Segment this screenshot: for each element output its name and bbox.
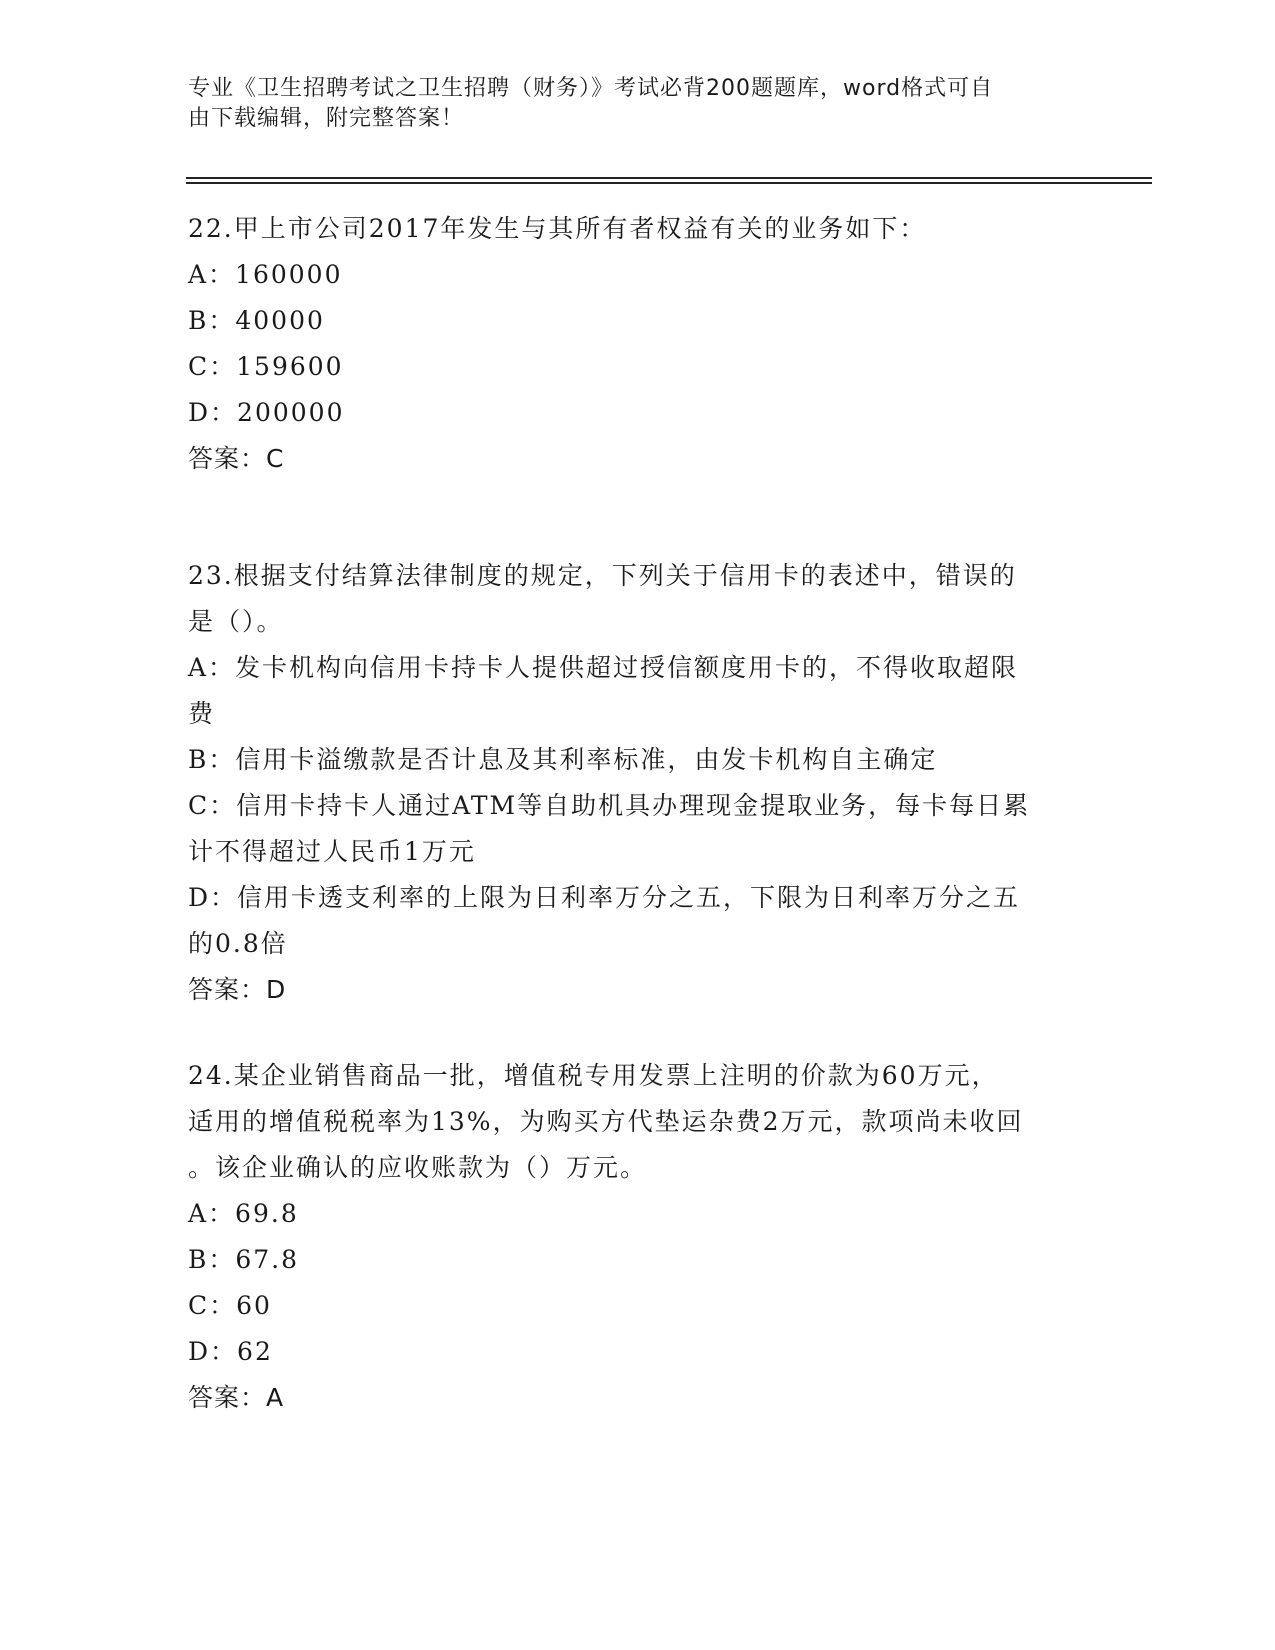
document-header: [188, 74, 1088, 134]
option-d-continued: 的0.8倍: [188, 929, 288, 958]
header-line-2: 由下载编辑，附完整答案！: [188, 106, 465, 131]
option-b: B：信用卡溢缴款是否计息及其利率标准，由发卡机构自主确定: [188, 745, 938, 774]
option-d: D：信用卡透支利率的上限为日利率万分之五，下限为日利率万分之五: [188, 883, 1021, 912]
question-stem: 23.根据支付结算法律制度的规定，下列关于信用卡的表述中，错误的: [188, 561, 1017, 590]
question-stem-continued: 。该企业确认的应收账款为（）万元。: [188, 1153, 648, 1182]
answer-label: 答案：C: [188, 444, 285, 473]
question-stem-continued: 是（）。: [188, 607, 284, 636]
option-d: D：200000: [188, 398, 345, 427]
answer-label: 答案：D: [188, 975, 287, 1004]
question-23: [188, 553, 1088, 1013]
question-22: [188, 206, 1088, 482]
option-c-continued: 计不得超过人民币1万元: [188, 837, 476, 866]
header-divider-top: [186, 177, 1152, 179]
option-a: A：160000: [188, 260, 343, 289]
answer-label: 答案：A: [188, 1383, 285, 1412]
option-a: A：69.8: [188, 1199, 299, 1228]
option-b: B：40000: [188, 306, 325, 335]
question-stem: 22.甲上市公司2017年发生与其所有者权益有关的业务如下：: [188, 214, 927, 243]
question-stem-continued: 适用的增值税税率为13%，为购买方代垫运杂费2万元，款项尚未收回: [188, 1107, 1024, 1136]
header-line-1: 专业《卫生招聘考试之卫生招聘（财务）》考试必背200题题库，word格式可自: [188, 76, 994, 101]
option-c: C：159600: [188, 352, 344, 381]
question-stem: 24.某企业销售商品一批，增值税专用发票上注明的价款为60万元，: [188, 1061, 999, 1090]
header-divider-bottom: [186, 182, 1152, 184]
option-c: C：信用卡持卡人通过ATM等自助机具办理现金提取业务，每卡每日累: [188, 791, 1031, 820]
option-a: A：发卡机构向信用卡持卡人提供超过授信额度用卡的，不得收取超限: [188, 653, 1019, 682]
option-b: B：67.8: [188, 1245, 300, 1274]
option-c: C：60: [188, 1291, 272, 1320]
option-a-continued: 费: [188, 699, 216, 728]
question-24: [188, 1053, 1088, 1421]
option-d: D：62: [188, 1337, 273, 1366]
